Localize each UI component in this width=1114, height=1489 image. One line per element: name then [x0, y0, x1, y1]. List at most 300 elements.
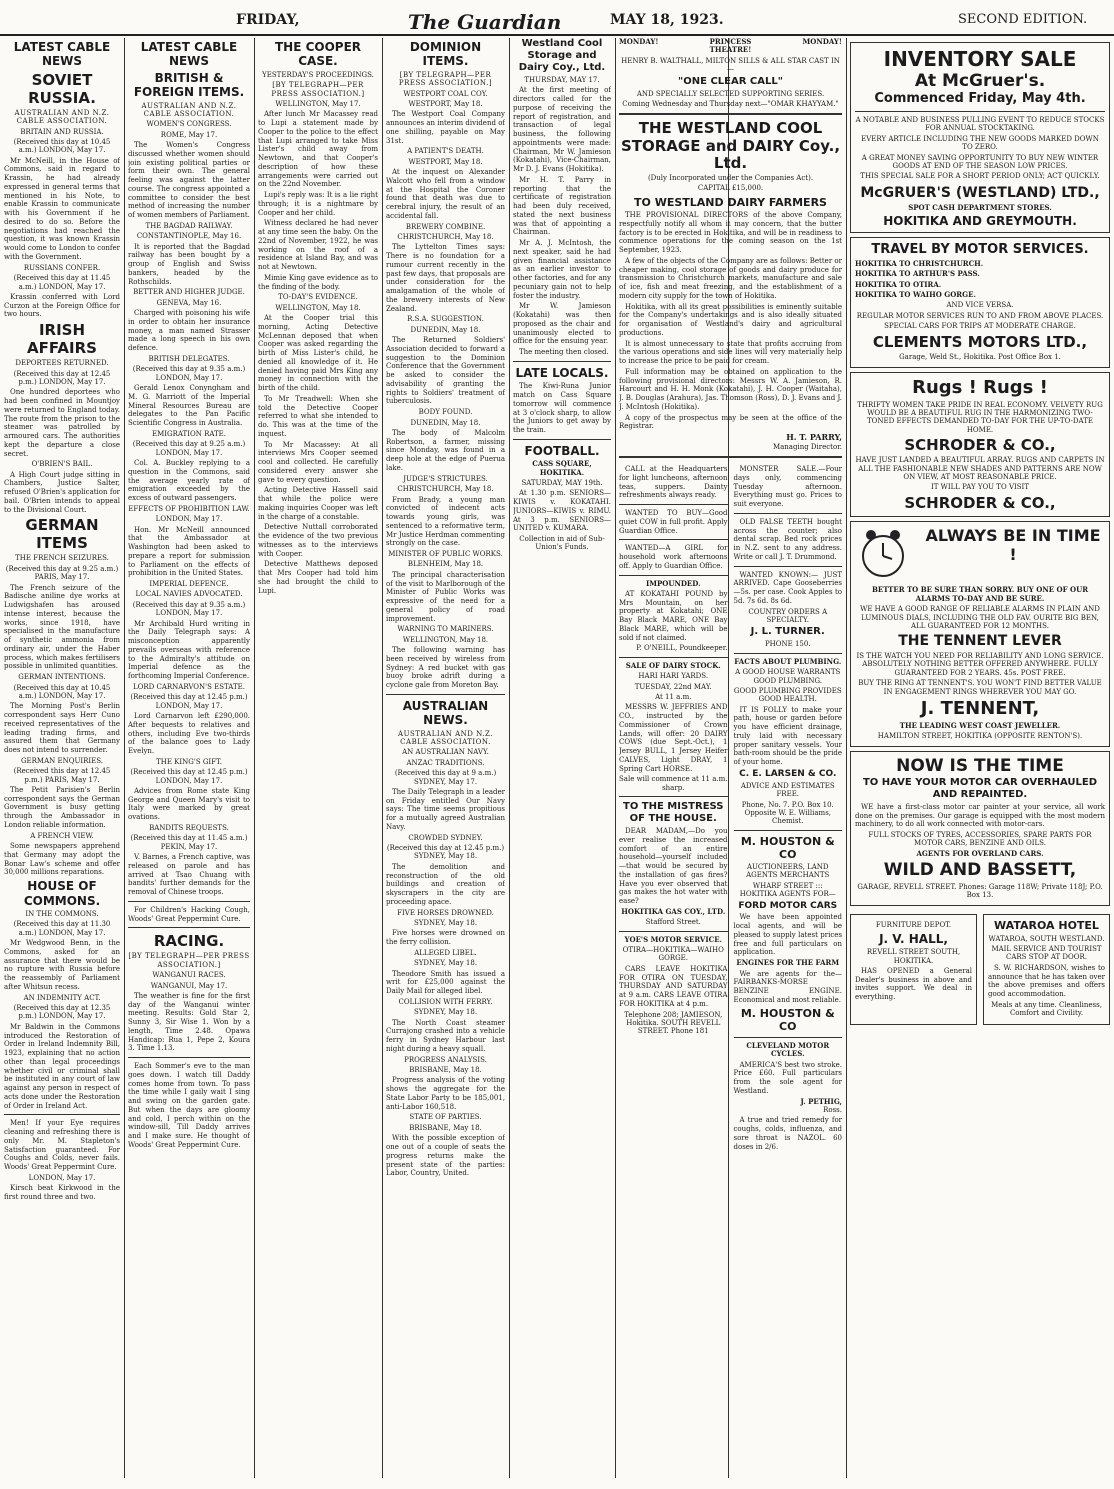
ad-headline: ALWAYS BE IN TIME !	[925, 525, 1101, 564]
classified-left	[619, 463, 728, 1153]
dateline: (Received this day at 9.35 a.m.) LONDON, May 17.	[132, 365, 246, 382]
dateline: (Received this day at 10.45 a.m.) LONDON, May 17.	[13, 683, 111, 700]
article-body: The North Coast steamer Currajong crashed into a vehicle ferry in Sydney Harbour last night during a heavy squall.	[386, 1018, 505, 1053]
ad-place: Ross.	[823, 1106, 842, 1115]
ad-heading: YOE'S MOTOR SERVICE.	[624, 934, 722, 944]
classified-ad: DEAR MADAM,—Do you ever realise the increased comfort of an entire household—yourself included—that would be secured by the installation of gas fires? Have you ever observed that gas makes the hot water with ease?	[619, 827, 728, 906]
section-heading: SOVIET RUSSIA.	[28, 70, 96, 107]
ad-line: EVERY ARTICLE INCLUDING THE NEW GOODS MARKED DOWN TO ZERO.	[861, 134, 1099, 152]
column-rule	[382, 38, 383, 1478]
theatre-film: "ONE CLEAR CALL"	[678, 75, 783, 87]
dateline: SYDNEY, May 18.	[413, 1008, 478, 1017]
ad-address: Phone, No. 7. P.O. Box 10. Opposite W. E. Williams, Chemist.	[741, 800, 834, 826]
ad-line: WE HAVE A GOOD RANGE OF RELIABLE ALARMS IN PLAIN AND LUMINOUS DIALS, INCLUDING THE OLD FAV. OURITE BIG BEN, ALL GUARANTEED FOR 12 MONTHS.	[860, 605, 1100, 630]
classified-ad: MONSTER SALE.—Four days only, commencing Tuesday afternoon. Everything must go. Prices to suit everyone.	[733, 465, 842, 509]
ad-note: COUNTRY ORDERS A SPECIALTY.	[748, 607, 828, 624]
bottom-ads	[850, 910, 1110, 1028]
classified-ad: WANTED—A GIRL for household work afternoons off. Apply to Guardian Office.	[619, 544, 728, 570]
article-body: Advices from Rome state King George and Queen Mary's visit to Italy were marked by great ovations.	[128, 786, 250, 822]
dateline: BLENHEIM, May 18.	[407, 560, 484, 569]
column-heading: LATEST CABLE NEWS	[140, 40, 238, 69]
article-title: CASS SQUARE, HOKITIKA.	[532, 459, 592, 477]
ad-line: THRIFTY WOMEN TAKE PRIDE IN REAL ECONOMY. VELVETY RUG WOULD BE A BEAUTIFUL RUG IN THE HARMONIZING TWO-TONED EFFECTS DEMANDED TO-DAY FOR THE UP-TO-DATE HOME.	[857, 400, 1103, 434]
divider	[386, 694, 505, 695]
column-1-cable-news	[4, 38, 120, 1478]
article-body: Full information may be obtained on application to the following provisional directors: Messrs W. A. Jamieson, R. Harcourt and H. H. Monk (Kokatahi), J. H. Cooper (Waitaha), J. B. Douglas (Arahura), Jas. Thomson (Ross), D. J. Evans and J. J. McIntosh (Hokitika).	[619, 367, 842, 411]
ad-line: WHARF STREET ::: HOKITIKA AGENTS FOR—	[739, 881, 836, 899]
article-body: It is almost unnecessary to state that profits accruing from the various operations and side lines will very materially help to increase the price to be paid for cream.	[619, 339, 842, 366]
article-body: V. Barnes, a French captive, was released on parole and has arrived at Tsao Chuang with bandits' further demands for the removal of Chinese troops.	[128, 853, 250, 897]
dateline: (Received this day at 9 a.m.) SYDNEY, May 17.	[394, 769, 497, 786]
article-title: PROGRESS ANALYSIS.	[404, 1055, 487, 1064]
classified-ad: AMERICA'S best two stroke. Price £60. Full particulars from the sole agent for Westland.	[733, 1060, 842, 1095]
route-item: HOKITIKA TO WAIHO GORGE.	[855, 290, 976, 300]
article-body: One hundred deportees who had been confined in Mountjoy were returned to England today. The route from the prison to the steamer was patrolled by armoured cars. The authorities kept the departure a close secret.	[4, 388, 120, 458]
motor-services-advert	[850, 237, 1110, 368]
association-line: [BY TELEGRAPH—PER PRESS ASSOCIATION.]	[128, 952, 250, 969]
route-item: HOKITIKA TO OTIRA.	[855, 279, 942, 289]
ad-heading: CLEVELAND MOTOR CYCLES.	[746, 1040, 830, 1059]
article-body: The principal characterisation of the visit to Marlborough of the Minister of Public Works was expressive of the need for a general policy of road improvement.	[386, 570, 505, 623]
column-6-7-advertisements	[619, 38, 842, 1478]
article-title: AN AUSTRALIAN NAVY.	[402, 748, 489, 757]
dateline: WELLINGTON, May 18.	[402, 635, 489, 644]
ad-subheadline: TO HAVE YOUR MOTOR CAR OVERHAULED AND REPAINTED.	[862, 776, 1098, 800]
article-title: BRITISH DELEGATES.	[148, 354, 230, 363]
ad-company: WILD AND BASSETT,	[883, 860, 1077, 881]
ad-heading: FORD MOTOR CARS	[738, 900, 838, 911]
article-body: The Women's Congress discussed whether women should join existing political parties or form their own. The general feeling was against the latter course. The congress appointed a committee to consider the best method of increasing the number of women members of Parliament.	[128, 141, 250, 220]
article-body: Mr W. Jamieson (Kokatahi) was then proposed as the chair and unanimously elected to office for the ensuing year.	[513, 302, 611, 346]
divider	[855, 111, 1105, 112]
column-4-dominion-items	[386, 38, 505, 1478]
association-line: AUSTRALIAN AND N.Z. CABLE ASSOCIATION.	[14, 108, 110, 126]
article-body: The Daily Telegraph in a leader on Friday entitled Our Navy says: The time seems propitious for a mutually agreed Australian Navy.	[386, 787, 505, 831]
dateline: SYDNEY, May 18.	[413, 959, 478, 968]
divider	[128, 927, 250, 928]
ad-line: WATAROA, SOUTH WESTLAND.	[988, 934, 1105, 943]
article-body: Progress analysis of the voting shows the aggregate for the State Labor Party to be 185,001, anti-Labor 160,518.	[386, 1076, 505, 1111]
dateline: GENEVA, May 16.	[156, 298, 222, 307]
dateline: (Received this day at 11.45 a.m.) LONDON, May 17.	[13, 274, 111, 291]
dateline: (Received this day at 12.35 p.m.) LONDON, May 17.	[13, 1003, 111, 1021]
dateline: (Received this day at 9.25 a.m.) PARIS, May 17.	[5, 564, 119, 582]
ad-line: IS THE WATCH YOU NEED FOR RELIABILITY AND LONG SERVICE. ABSOLUTELY NOTHING BETTER OFFERED ANYWHERE. FULLY GUARANTEED FOR 2 YEARS. 45s. POST FREE.	[856, 652, 1104, 677]
article-subtitle: TO-DAY'S EVIDENCE.	[278, 293, 358, 302]
ad-line: THE LEADING WEST COAST JEWELLER.	[899, 720, 1061, 730]
dateline: (Received this day at 11.45 a.m.) PEKIN, May 17.	[130, 834, 248, 851]
article-body: Lord Carnarvon left £290,000. After bequests to relatives and others, including Eve two-thirds of the balance goes to Lady Evelyn.	[128, 712, 250, 756]
article-body: After lunch Mr Macassey read to Lupi a statement made by Cooper to the police to the effect that Lupi arranged to take Miss Lister's child away from Newtown, and that Cooper's description of how these arrangements were carried out on the 22nd November.	[258, 110, 378, 189]
ad-heading: IMPOUNDED.	[645, 578, 701, 588]
article-body: Mimie King gave evidence as to the finding of the body.	[258, 273, 378, 291]
column-3-cooper-case	[258, 38, 378, 1478]
ad-body: S. W. RICHARDSON, wishes to announce that he has taken over the above premises and offers good accommodation.	[988, 963, 1105, 998]
ad-phone: PHONE 150.	[764, 640, 811, 649]
section-heading: DOMINION ITEMS.	[409, 40, 482, 69]
ad-company: WATAROA HOTEL	[994, 919, 1099, 933]
dateline: BRISBANE, May 18.	[409, 1123, 482, 1132]
column-rule	[509, 38, 510, 1478]
article-body: Mr H. T. Parry in reporting that the certificate of registration had been duly received, stated the next business was that of appointing a Chairman.	[513, 175, 611, 237]
article-title: LORD CARNARVON'S ESTATE.	[133, 682, 245, 691]
theatre-coming: Coming Wednesday and Thursday next—"OMAR KHAYYAM."	[622, 99, 839, 108]
dateline: ROME, May 17.	[160, 130, 218, 139]
ad-address: GARAGE, REVELL STREET. Phones: Garage 118W; Private 118J; P.O. Box 13.	[857, 882, 1103, 899]
article-title: BETTER AND HIGHER JUDGE.	[133, 288, 245, 297]
divider	[513, 439, 611, 440]
dateline: DUNEDIN, May 18.	[410, 418, 481, 427]
article-body: The Returned Soldiers' Association decided to forward a suggestion to the Dominion Conference that the Government be asked to consider the advisability of granting the rights to Soldiers' treatment of tuberculosis.	[386, 336, 505, 406]
article-body: Theodore Smith has issued a writ for £25,000 against the Daily Mail for alleged libel.	[386, 969, 505, 996]
classified-ad: CALL at the Headquarters for light luncheons, afternoon teas, suppers. Dainty refreshments always ready.	[619, 465, 728, 500]
company-title: THE WESTLAND COOL STORAGE and DAIRY Coy., Ltd.	[620, 119, 841, 172]
article-note: Collection in aid of Sub-Union's Funds.	[519, 535, 605, 552]
advert-poem: Each Sommer's eve to the man goes down. I watch till Daddy comes home from town. To pass the time while I gaily wait I sing and swing on the garden gate. But when the days are gloomy and cold, I perch within on the window-sill, Till Daddy arrives and I make sure. He thought of Woods' Great Peppermint Cure.	[128, 1062, 250, 1149]
association-line: [BY TELEGRAPH—PER PRESS ASSOCIATION.]	[271, 81, 365, 98]
ad-line: IT WILL PAY YOU TO VISIT	[931, 483, 1029, 492]
ad-headline: TRAVEL BY MOTOR SERVICES.	[871, 242, 1089, 258]
article-title: DEPORTEES RETURNED.	[15, 359, 109, 368]
article-title: STATE OF PARTIES.	[409, 1113, 482, 1122]
advert-woods: Men! If your Eye requires cleaning and refreshing there is only Mr. M. Stapleton's Satisfaction guaranteed. For Coughs and Colds, never fails. Woods' Great Peppermint Cure.	[4, 1119, 120, 1171]
section-heading: GERMAN ITEMS	[25, 516, 99, 553]
dateline: DUNEDIN, May 18.	[410, 325, 481, 334]
article-subtitle: LOCAL NAVIES ADVOCATED.	[135, 590, 243, 599]
alarm-text	[921, 526, 1105, 585]
section-heading: RACING.	[153, 932, 225, 951]
ad-line: SPOT CASH DEPARTMENT STORES.	[908, 202, 1052, 212]
ad-company: J. V. HALL,	[879, 931, 948, 946]
article-body: Mr A. J. McIntosh, the next speaker, said he had given financial assistance as an earlier investor to other factories, and for any pecuniary gain not to help foster the industry.	[513, 239, 611, 300]
ad-line: ADVICE AND ESTIMATES FREE.	[740, 781, 835, 799]
article-body: Hon. Mr McNeill announced that the Ambassador at Washington had been asked to prepare a report for submission to Parliament on the effects of prohibition in the United States.	[128, 525, 250, 578]
rugs-advert	[850, 372, 1110, 517]
dateline: WELLINGTON, May 17.	[275, 99, 361, 108]
ad-heading: FACTS ABOUT PLUMBING.	[734, 656, 842, 666]
article-body: To Mr Macassey: At all interviews Mrs Cooper seemed cool and collected. He carefully considered every answer she gave to every question.	[258, 440, 378, 484]
article-body: Lupi's reply was: It is a lie right through; it is a nightmare by Cooper and her child.	[258, 191, 378, 217]
section-heading: BRITISH & FOREIGN ITEMS.	[133, 70, 245, 100]
article-title: EMIGRATION RATE.	[151, 429, 227, 438]
to-farmers-heading: TO WESTLAND DAIRY FARMERS	[634, 195, 827, 209]
ad-company: McGRUER'S (WESTLAND) LTD.,	[860, 184, 1100, 201]
mcgruer-advert	[850, 42, 1110, 233]
ad-line: AGENTS FOR OVERLAND CARS.	[916, 848, 1044, 858]
article-title: THE KING'S GIFT.	[156, 757, 222, 766]
ad-heading: SALE OF DAIRY STOCK.	[625, 660, 721, 670]
ad-company: SCHRODER & CO.,	[904, 436, 1056, 455]
ad-line: AND VICE VERSA.	[946, 301, 1014, 310]
signature-role: Managing Director.	[772, 442, 842, 451]
ad-company: M. HOUSTON & CO	[740, 1006, 835, 1033]
ad-place: HOKITIKA AND GREYMOUTH.	[883, 213, 1077, 228]
ad-body: HAS OPENED a General Dealer's business in above and invites support. We deal in everything.	[855, 966, 972, 1002]
dateline: CHRISTCHURCH, May 18.	[397, 233, 494, 242]
article-body: THE PROVISIONAL DIRECTORS of the above Company, respectfully notify all whom it may concern, that the butter factory is to be erected in Hokitika, and will be in readiness to commence operations for the coming season on the 1st September, 1923.	[619, 211, 842, 255]
article-title: CROWDED SYDNEY.	[408, 833, 483, 842]
masthead-paper-title: The Guardian	[408, 10, 562, 34]
dateline: CONSTANTINOPLE, May 16.	[136, 232, 242, 241]
classified-right	[734, 463, 843, 1153]
dateline: (Received this day at 12.45 p.m.) LONDON, May 17.	[130, 768, 248, 785]
route-item: HOKITIKA TO ARTHUR'S PASS.	[855, 269, 980, 279]
divider	[619, 796, 728, 797]
article-body: Mr Baldwin in the Commons introduced the Restoration of Order in Ireland Indemnity Bill, 1923, explaining that no action other than legal proceedings whether civil or criminal shall be instituted in any court of law against any person in respect of acts done under the Restoration of Order in Ireland Act.	[4, 1022, 120, 1110]
divider	[128, 1057, 250, 1058]
ad-heading: TO THE MISTRESS OF THE HOUSE.	[623, 801, 724, 825]
ad-line: A GOOD HOUSE WARRANTS GOOD PLUMBING.	[735, 668, 841, 685]
ad-note: Sale will commence at 11 a.m. sharp.	[619, 775, 728, 792]
dateline: (Received this day at 11.30 a.m.) LONDON, May 17.	[13, 920, 111, 937]
article-title: IN THE COMMONS.	[25, 909, 99, 918]
article-body: The Lyttelton Times says: There is no foundation for a rumour current recently in the past few days, that proposals are under consideration for the amalgamation of the whole of the brewery interests of New Zealand.	[386, 243, 505, 313]
ad-company: C. E. LARSEN & CO.	[739, 768, 837, 779]
article-title: MINISTER OF PUBLIC WORKS.	[388, 550, 503, 558]
ad-signature: Telephone 208; JAMIESON, Hokitika. SOUTH REVELL STREET. Phone 181	[624, 1010, 723, 1036]
ad-line: A NOTABLE AND BUSINESS PULLING EVENT TO REDUCE STOCKS FOR ANNUAL STOCKTAKING.	[855, 115, 1105, 133]
section-heading: Westland Cool Storage and Dairy Coy., Ltd.	[518, 38, 606, 73]
association-line: AUSTRALIAN AND N.Z. CABLE ASSOCIATION.	[398, 729, 493, 746]
dateline: (Received this day at 12.45 p.m.) PARIS, May 17.	[13, 767, 111, 784]
article-body: At the first meeting of directors called for the purpose of receiving the report of registration, and transaction of legal business, the following appointments were made: Chairman, Mr W. Jamieson (Kokatahi), Vice-Chairman, Mr D. J. Evans (Hokitika).	[513, 86, 611, 174]
article-body: Detective Nuttall corroborated the evidence of the two previous witnesses as to the interviews with Cooper.	[258, 523, 378, 558]
divider	[619, 539, 728, 540]
divider	[128, 901, 250, 902]
ad-company: J. L. TURNER.	[750, 626, 825, 638]
classified-ads	[619, 463, 842, 1153]
dateline: THURSDAY, MAY 17.	[524, 76, 600, 84]
ad-line: FURNITURE DEPOT.	[875, 921, 952, 930]
article-body: To Mr Treadwell: When she told the Detective Cooper referred to what she intended to do. This was at the time of the inquest.	[258, 394, 378, 438]
classified-ad: A true and tried remedy for coughs, colds, influenza, and sore throat is NAZOL. 60 doses in 2/6.	[733, 1116, 842, 1151]
column-heading: LATEST CABLE NEWS	[13, 40, 111, 69]
theatre-series: AND SPECIALLY SELECTED SUPPORTING SERIES.	[636, 89, 825, 98]
theatre-cast: HENRY B. WALTHALL, MILTON SILLS & ALL STAR CAST IN—	[621, 56, 840, 74]
classified-ad: AT KOKATAHI POUND by Mrs Mountain, on her property at Kokatahi; ONE Bay Black MARE, ONE Bay Black MARE, which will be sold if not claimed.	[619, 589, 728, 642]
column-rule	[846, 38, 847, 1478]
article-body: Charged with poisoning his wife in order to obtain her insurance money, a man named Strasser made a long speech in his own defence.	[128, 309, 250, 353]
company-capital: CAPITAL £15,000.	[697, 184, 764, 193]
column-rule	[615, 38, 616, 1478]
dateline: SATURDAY, MAY 19th.	[521, 478, 603, 487]
theatre-day-left: MONDAY!	[619, 38, 659, 46]
ad-line: AUCTIONEERS, LAND AGENTS MERCHANTS	[746, 863, 830, 880]
article-title: COLLISION WITH FERRY.	[398, 997, 493, 1006]
article-body: The Petit Parisien's Berlin correspondent says the German Government is busy getting through the Ambassador in London reliable information.	[4, 785, 120, 829]
article-title: AN INDEMNITY ACT.	[23, 993, 101, 1002]
article-title: THE FRENCH SEIZURES.	[15, 554, 109, 563]
article-body: A few of the objects of the Company are as follows: Better or cheaper making, cool storage of goods and dairy produce for transmission to Christchurch markets, manufacture and sale of ice, fish and meat freezing, and the establishment of a modern city supply for the town of Hokitika.	[619, 256, 842, 300]
section-heading: THE COOPER CASE.	[274, 40, 362, 69]
column-5-westland-meeting	[513, 38, 611, 1478]
ad-company: J. TENNENT,	[920, 698, 1040, 720]
article-title: BODY FOUND.	[418, 408, 473, 417]
ad-body: WE have a first-class motor car painter at your service, all work done on the premises. Our garage is equipped with the most modern machinery, to do all work connected with motor-cars.	[855, 802, 1105, 829]
column-rule	[124, 38, 125, 1478]
article-body: The demolition and reconstruction of the old buildings and creation of skyscrapers in the city are proceeding apace.	[386, 862, 505, 906]
article-body: The Kiwi-Runa Junior match on Cass Square tomorrow will commence at 3 o'clock sharp, to allow the Juniors to get away by the train.	[513, 382, 611, 435]
alarm-row	[855, 526, 1105, 585]
divider	[619, 575, 728, 576]
article-body: The weather is fine for the first day of the Wanganui winter meeting. Results: Gold Star 2, Sunny 3, Sir Wise 1. Won by a length, Time 2.48. Opawa Handicap: Rua 1, Pepe 2, Koura 3. Time 1.13.	[128, 991, 250, 1053]
ad-headline: NOW IS THE TIME	[896, 756, 1064, 777]
ad-line: THIS SPECIAL SALE FOR A SHORT PERIOD ONLY; ACT QUICKLY.	[860, 172, 1100, 181]
ad-address: Stafford Street.	[645, 918, 701, 927]
article-body: The following warning has been received by wireless from Sydney: A red bucket with gas buoy broke adrift during a cyclone gale from Moreton Bay.	[386, 646, 505, 690]
ad-headline: INVENTORY SALE	[883, 47, 1077, 71]
article-title: R.S.A. SUGGESTION.	[407, 315, 484, 324]
ad-signature: P. O'NEILL, Poundkeeper.	[636, 644, 728, 653]
section-heading: IRISH AFFAIRS	[27, 321, 97, 358]
article-body: Kirsch beat Kirkwood in the first round three and two.	[4, 1184, 120, 1201]
divider	[619, 657, 728, 658]
section-heading: HOUSE OF COMMONS.	[23, 879, 101, 908]
divider	[734, 1037, 843, 1038]
ad-line: BUY THE RING AT TENNENT'S. YOU WON'T FIND BETTER VALUE IN ENGAGEMENT RINGS WHEREVER YOU MAY GO.	[858, 679, 1102, 696]
ad-headline: Rugs ! Rugs !	[912, 377, 1048, 399]
divider	[619, 931, 728, 932]
article-body: A High Court judge sitting in Chambers, Justice Salter, refused O'Brien's application for bail. O'Brien intends to appeal to the Divisional Court.	[4, 470, 120, 514]
ad-subheadline: At McGruer's.	[914, 71, 1046, 91]
divider	[734, 513, 843, 514]
article-body: Col. A. Buckley replying to a question in the Commons, said the average yearly rate of emigration exceeded by the excess of outward passengers.	[128, 459, 250, 503]
article-title: A FRENCH VIEW.	[30, 831, 94, 840]
article-title: BRITAIN AND RUSSIA.	[20, 127, 104, 136]
masthead-rule	[0, 34, 1114, 36]
divider	[513, 361, 611, 362]
dateline: LONDON, May 17.	[155, 515, 223, 524]
article-body: Gerald Lenox Conyngham and M. G. Marriott of the Imperial Mineral Resources Bureau are delegates to the Pan Pacific Scientific Congress in Australia.	[128, 384, 250, 428]
article-body: Acting Detective Hassell said that while the police were making inquiries Cooper was left in the charge of a constable.	[258, 486, 378, 521]
article-body: The body of Malcolm Robertson, a farmer, missing since Monday, was found in a deep hole at the edge of Puerua lake.	[386, 428, 505, 472]
article-body: A copy of the prospectus may be seen at the office of the Registrar.	[619, 413, 842, 431]
dateline: CHRISTCHURCH, May 18.	[397, 485, 494, 494]
divider	[4, 1114, 120, 1115]
article-title: JUDGE'S STRICTURES.	[403, 474, 488, 483]
article-body: At 1.30 p.m. SENIORS—KIWIS v. KOKATAHI. JUNIORS—KIWIS v. RIMU. At 3 p.m. SENIORS—UNITED v. KUMARA.	[513, 489, 611, 533]
advert-children: For Children's Hacking Cough, Woods' Great Peppermint Cure.	[128, 905, 250, 923]
article-title: RUSSIANS CONFER.	[23, 263, 101, 272]
theatre-banner	[619, 38, 842, 55]
dateline: WELLINGTON, May 18.	[275, 303, 361, 312]
dateline: (Received this day at 10.45 a.m.) LONDON, May 17.	[13, 137, 111, 155]
article-body: Mr Wedgwood Benn, in the Commons, asked for an assurance that there would be no rupture with Russia before the reassembly of Parliament after Whitsun recess.	[4, 939, 120, 991]
article-title: WOMEN'S CONGRESS.	[146, 120, 232, 129]
section-heading: AUSTRALIAN NEWS.	[402, 698, 489, 728]
ad-company: M. HOUSTON & CO	[740, 834, 835, 861]
ad-company: CLEMENTS MOTORS LTD.,	[872, 332, 1088, 351]
column-2-foreign-items	[128, 38, 250, 1478]
ad-route: OTIRA—HOKITIKA—WAIHO GORGE.	[622, 946, 724, 963]
article-body: Hokitika, with all its great possibilities is eminently suitable for the Company's undertakings and is also ideally situated for organisation of Westland's dairy and agricultural productions.	[619, 302, 842, 337]
article-body: From Brady, a young man convicted of indecent acts towards young girls, was sentenced to a reformative term, Mr Justice Herdman commenting strongly on the case.	[386, 495, 505, 548]
article-title: WARNING TO MARINERS.	[397, 625, 494, 634]
classified-ad: MESSRS W. JEFFRIES AND CO., instructed by the Commissioner of Crown Lands, will offer: 20 DAIRY COWS (due Sept.-Oct.), 1 Jersey BULL, 1 Jersey Heifer CALVES, Light DRAY, 1 Spring Cart HORSE.	[619, 703, 728, 773]
section-heading: LATE LOCALS.	[515, 365, 609, 380]
ad-address: HAMILTON STREET, HOKITIKA (OPPOSITE RENTON'S).	[877, 732, 1083, 741]
article-title: BREWERY COMBINE.	[405, 222, 486, 231]
classified-ad: WANTED TO BUY—Good quiet COW in full profit. Apply Guardian Office.	[619, 509, 728, 535]
divider	[619, 113, 842, 115]
article-body: At the inquest on Alexander Walcott who fell from a window at the Hospital the Coroner found that death was due to cerebral injury, the result of an accidental fall.	[386, 168, 505, 220]
ad-address: Garage, Weld St., Hokitika. Post Office Box 1.	[899, 352, 1061, 361]
divider	[619, 504, 728, 505]
ad-line: Meals at any time. Cleanliness, Comfort and Civility.	[991, 1000, 1102, 1018]
classified-ad: CARS LEAVE HOKITIKA FOR OTIRA ON TUESDAY, THURSDAY AND SATURDAY at 9 a.m. CARS LEAVE OTIRA FOR HOKITIKA at 4 p.m.	[619, 964, 728, 1008]
article-title: O'BRIEN'S BAIL.	[31, 460, 93, 469]
classified-ad: We have been appointed local agents, and will be pleased to supply latest prices free and full particulars on application.	[733, 913, 842, 957]
ad-time: At 11 a.m.	[655, 693, 692, 701]
section-heading: FOOTBALL.	[524, 443, 600, 458]
article-body: The French seizure of the Badische aniline dye works at Ludwigshafen has aroused intense interest, because the works, since 1918, have specialised in the manufacture of synthetic ammonia from ordinary air, under the Haber process, which makes fertilisers possible in unlimited quantities.	[4, 583, 120, 671]
column-8-advertisements	[850, 38, 1110, 1478]
classified-ad: We are agents for the— FAIRBANKS-MORSE BENZINE ENGINE. Economical and most reliable.	[733, 969, 842, 1004]
dateline: (Received this day at 9.35 a.m.) LONDON, May 17.	[132, 600, 246, 618]
article-title: WANGANUI RACES.	[152, 971, 226, 980]
column-rule	[254, 38, 255, 1478]
article-title: GERMAN ENQUIRIES.	[20, 756, 104, 765]
article-body: It is reported that the Bagdad railway has been bought by a group of English and Swiss bankers, headed by the Rothschilds.	[128, 242, 250, 286]
article-title: BANDITS REQUESTS.	[149, 823, 229, 832]
masthead-date: MAY 18, 1923.	[610, 12, 724, 28]
dateline: (Received this day at 12.45 p.m.) LONDON, May 17.	[130, 693, 248, 710]
dateline: WESTPORT, May 18.	[408, 99, 483, 108]
dateline: BRISBANE, May 18.	[409, 1066, 482, 1075]
dateline: SYDNEY, May 18.	[413, 919, 478, 927]
wild-bassett-advert	[850, 751, 1110, 906]
tennent-advert	[850, 521, 1110, 748]
article-body: Mr Archibald Hurd writing in the Daily Telegraph says: A misconception apparently prevails overseas with reference to the Admiralty's attitude on Imperial defence as the forthcoming Imperial Conference.	[128, 619, 250, 681]
theatre-day-right: MONDAY!	[802, 38, 842, 46]
article-subtitle: YESTERDAY'S PROCEEDINGS.	[262, 70, 374, 79]
divider	[734, 566, 843, 567]
article-body: Witness declared he had never at any time seen the baby. On the 22nd of November, 1922, he was working on the roof of a residence at Island Bay, and was not at Newtown.	[258, 219, 378, 272]
article-title: WESTPORT COAL COY.	[403, 89, 488, 98]
ad-company: SCHRODER & CO.,	[904, 493, 1056, 512]
article-body: The Morning Post's Berlin correspondent says Herr Cuno received representatives of the leading trading firms, and assured them that Germany does not intend to surrender.	[4, 702, 120, 755]
ad-address: REVELL STREET SOUTH, HOKITIKA.	[866, 948, 961, 965]
ad-date: TUESDAY, 22nd MAY.	[634, 682, 712, 691]
dateline: (Received this day at 9.25 a.m.) LONDON, May 17.	[132, 440, 246, 457]
article-body: Five horses were drowned on the ferry collision.	[386, 929, 505, 947]
ad-line: BETTER TO BE SURE THAN SORRY. BUY ONE OF OUR ALARMS TO-DAY AND BE SURE.	[871, 585, 1089, 603]
article-title: EFFECTS OF PROHIBITION LAW.	[128, 504, 250, 513]
alarm-clock-icon	[855, 526, 915, 585]
article-body: The meeting then closed.	[519, 348, 609, 357]
article-title: A PATIENT'S DEATH.	[407, 147, 484, 156]
ad-heading: ENGINES FOR THE FARM	[736, 958, 840, 968]
hall-advert	[850, 914, 977, 1024]
masthead-edition: SECOND EDITION.	[958, 12, 1088, 27]
masthead-day: FRIDAY,	[236, 12, 300, 28]
article-body: With the possible exception of one out of a couple of seats the progress returns make the present state of the parties: Labor, Country, United.	[386, 1134, 505, 1178]
divider	[734, 653, 843, 654]
article-body: Krassin conferred with Lord Curzon at the Foreign Office for two hours.	[4, 292, 120, 319]
classified-ad: IT IS FOLLY to make your path, house or garden before you have efficient drainage, truly laid with necessary proper sanitary vessels. Your bath-room should be the pride of your home.	[733, 705, 842, 767]
article-subtitle: ANZAC TRADITIONS.	[406, 758, 485, 767]
ad-company: HOKITIKA GAS COY., LTD.	[621, 906, 726, 916]
ad-line: REGULAR MOTOR SERVICES RUN TO AND FROM ABOVE PLACES.	[856, 311, 1104, 320]
ad-line: GOOD PLUMBING PROVIDES GOOD HEALTH.	[733, 686, 842, 704]
dateline: WANGANUI, May 17.	[150, 981, 228, 990]
classified-ad: OLD FALSE TEETH bought across the counter; also dental scrap. Bed rock prices in N.Z. sent to any address. Write or call J. T. Drummond.	[733, 517, 842, 561]
ad-line: HAVE JUST LANDED A BEAUTIFUL ARRAY. RUGS AND CARPETS IN ALL THE FASHIONABLE NEW SHADES AND PATTERNS ARE NOW ON VIEW, AT MOST REASONABLE PRICE.	[855, 456, 1105, 481]
association-line: AUSTRALIAN AND N.Z. CABLE ASSOCIATION.	[141, 101, 237, 118]
dateline: WESTPORT, May 18.	[408, 157, 483, 166]
association-line: [BY TELEGRAPH—PER PRESS ASSOCIATION.]	[398, 70, 493, 88]
dateline: (Received this day at 12.45 p.m.) LONDON, May 17.	[13, 369, 111, 386]
